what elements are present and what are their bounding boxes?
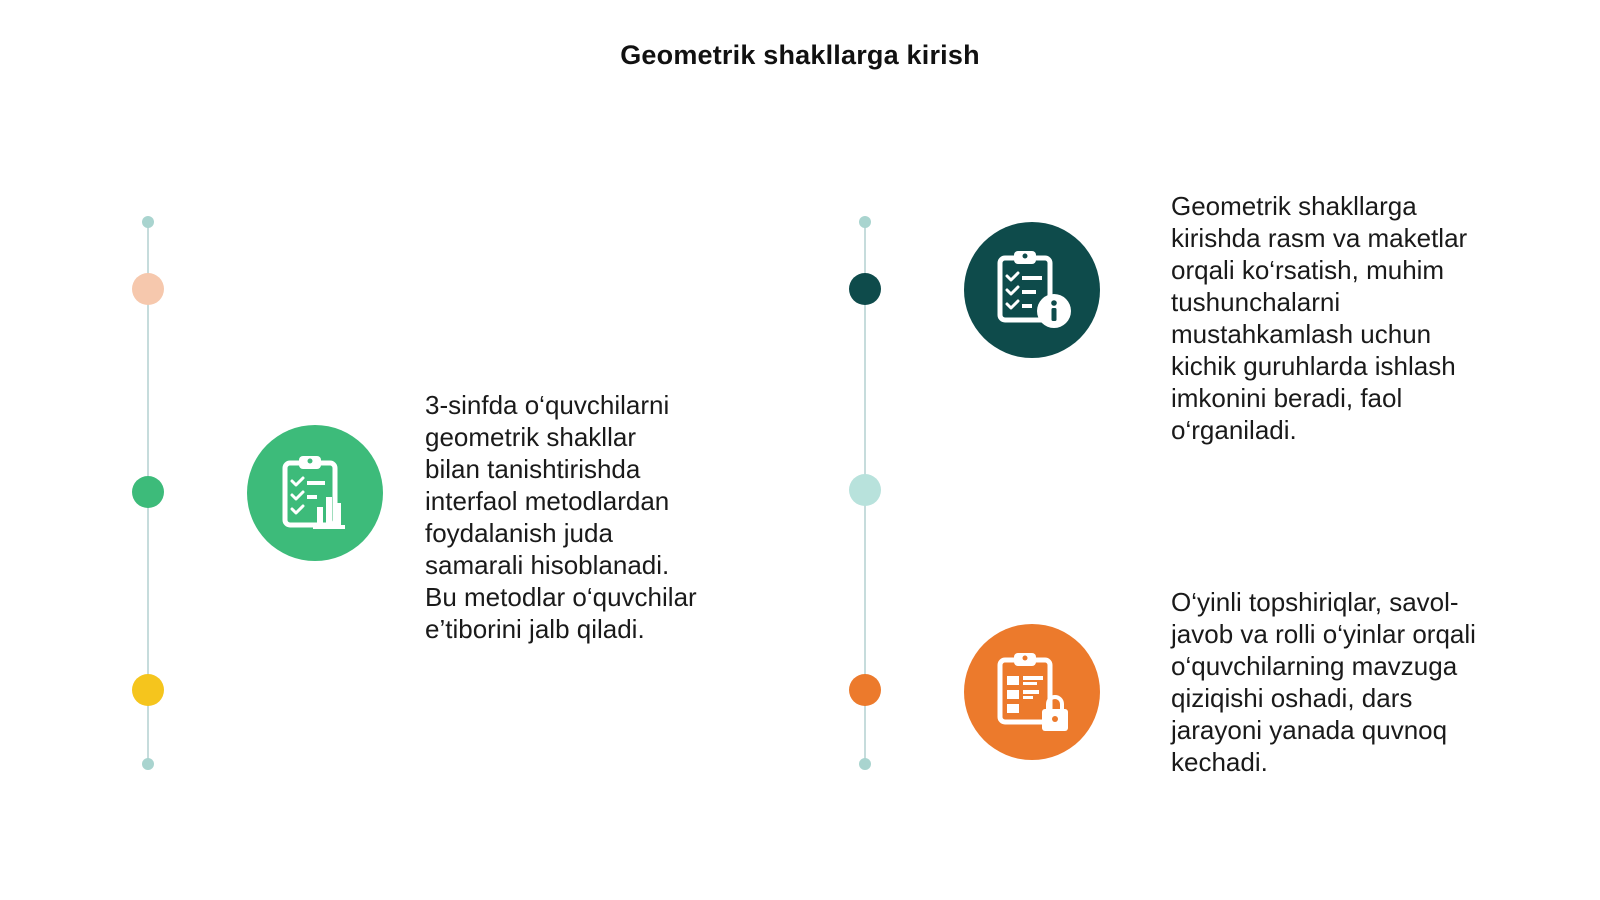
right-bottom-block-text: O‘yinli topshiriqlar, savol- javob va rolli o‘yinlar orqali o‘quvchilarning mavzuga qiziqishi oshadi, dars jarayoni yanada quvnoq kechadi. [1171, 587, 1476, 777]
clipboard-lock-icon [964, 624, 1100, 760]
left-block-text: 3-sinfda o‘quvchilarni geometrik shakllar bilan tanishtirishda interfaol metodlardan foydalanish juda samarali hisoblanadi. Bu metodlar o‘quvchilar e’tiborini jalb qiladi. [425, 390, 697, 644]
page-title: Geometrik shakllarga kirish [620, 40, 980, 70]
right-timeline-dot-1 [849, 273, 881, 305]
left-timeline-end-dot [142, 758, 154, 770]
left-timeline-start-dot [142, 216, 154, 228]
left-timeline-dot-2 [132, 476, 164, 508]
right-timeline-dot-2 [849, 474, 881, 506]
clipboard-info-icon [964, 222, 1100, 358]
left-timeline-dot-3 [132, 674, 164, 706]
right-top-block-text: Geometrik shakllarga kirishda rasm va maketlar orqali ko‘rsatish, muhim tushunchalarni mustahkamlash uchun kichik guruhlarda ishlash imkonini beradi, faol o‘rganiladi. [1171, 191, 1468, 445]
right-timeline-start-dot [859, 216, 871, 228]
right-timeline-end-dot [859, 758, 871, 770]
left-timeline-dot-1 [132, 273, 164, 305]
clipboard-chart-icon [247, 425, 383, 561]
right-timeline-dot-3 [849, 674, 881, 706]
